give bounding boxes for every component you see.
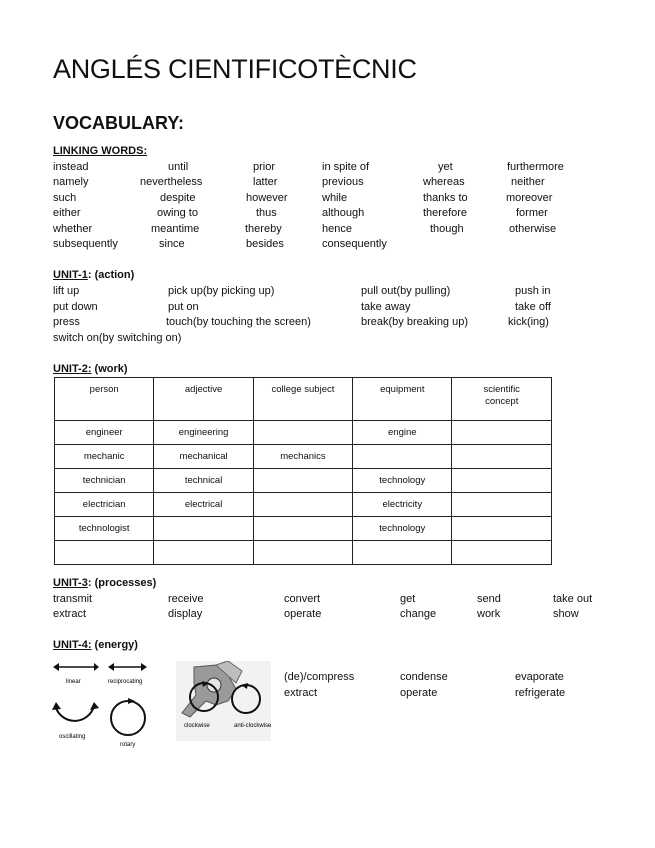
table-cell bbox=[452, 517, 552, 541]
list-item: kick(ing) bbox=[508, 316, 549, 328]
list-item: despite bbox=[160, 192, 196, 204]
list-item: operate bbox=[284, 608, 322, 620]
list-item: whereas bbox=[423, 176, 465, 188]
list-item: display bbox=[168, 608, 203, 620]
list-item: take out bbox=[553, 593, 593, 605]
list-item: put on bbox=[168, 301, 199, 313]
unit3-heading: UNIT-3: (processes) bbox=[53, 577, 157, 589]
table-cell: technology bbox=[353, 469, 452, 493]
table-cell: engineering bbox=[154, 421, 253, 445]
list-item: instead bbox=[53, 161, 89, 173]
table-cell bbox=[253, 517, 352, 541]
list-item: operate bbox=[400, 687, 438, 699]
table-cell: mechanic bbox=[55, 445, 154, 469]
list-item: condense bbox=[400, 671, 448, 683]
list-item: subsequently bbox=[53, 238, 118, 250]
list-item: press bbox=[53, 316, 80, 328]
list-item: therefore bbox=[423, 207, 468, 219]
list-item: lift up bbox=[53, 285, 80, 297]
rotary-circle-icon bbox=[111, 698, 145, 735]
list-item: touch(by touching the screen) bbox=[166, 316, 311, 328]
table-cell: electrician bbox=[55, 493, 154, 517]
table-cell: mechanics bbox=[253, 445, 352, 469]
table-cell: technician bbox=[55, 469, 154, 493]
list-item: in spite of bbox=[322, 161, 370, 173]
table-cell bbox=[452, 493, 552, 517]
table-cell bbox=[253, 541, 352, 565]
table-cell bbox=[452, 421, 552, 445]
list-item: break(by breaking up) bbox=[361, 316, 469, 328]
oscillating-label: oscillating bbox=[59, 734, 86, 740]
list-item: meantime bbox=[151, 223, 200, 235]
table-cell: technology bbox=[353, 517, 452, 541]
list-item: such bbox=[53, 192, 77, 204]
table-cell bbox=[55, 541, 154, 565]
table-row bbox=[55, 517, 552, 541]
list-item: until bbox=[168, 161, 189, 173]
list-item: either bbox=[53, 207, 81, 219]
table-cell bbox=[253, 469, 352, 493]
list-item: evaporate bbox=[515, 671, 564, 683]
work-table bbox=[54, 377, 552, 565]
list-item: convert bbox=[284, 593, 321, 605]
list-item: send bbox=[477, 593, 501, 605]
list-item: while bbox=[322, 192, 348, 204]
list-item: otherwise bbox=[509, 223, 557, 235]
list-item: receive bbox=[168, 593, 204, 605]
motion-types-diagram bbox=[50, 658, 150, 753]
table-cell: engineer bbox=[55, 421, 154, 445]
column-header: college subject bbox=[253, 378, 352, 421]
table-cell bbox=[154, 517, 253, 541]
vocabulary-heading: VOCABULARY: bbox=[53, 113, 184, 133]
column-header: scientific concept bbox=[452, 378, 552, 421]
reciprocating-arrow-icon bbox=[108, 663, 147, 671]
column-header: equipment bbox=[353, 378, 452, 421]
list-item: however bbox=[246, 192, 288, 204]
table-cell: mechanical bbox=[154, 445, 253, 469]
rotary-label: rotary bbox=[120, 742, 136, 748]
list-item: push in bbox=[515, 285, 551, 297]
table-cell bbox=[253, 493, 352, 517]
table-row bbox=[55, 541, 552, 565]
list-item: nevertheless bbox=[140, 176, 203, 188]
list-item: take off bbox=[515, 301, 551, 313]
table-cell: technologist bbox=[55, 517, 154, 541]
table-cell bbox=[353, 541, 452, 565]
table-cell: technical bbox=[154, 469, 253, 493]
linear-label: linear bbox=[66, 679, 81, 685]
unit2-heading: UNIT-2: (work) bbox=[53, 363, 128, 375]
list-item: namely bbox=[53, 176, 89, 188]
list-item: refrigerate bbox=[515, 687, 566, 699]
anticlockwise-label: anti-clockwise bbox=[234, 723, 271, 729]
list-item: although bbox=[322, 207, 365, 219]
unit1-heading: UNIT-1: (action) bbox=[53, 269, 135, 281]
reciprocating-label: reciprocating bbox=[108, 679, 143, 685]
table-cell bbox=[452, 469, 552, 493]
list-item: owing to bbox=[157, 207, 198, 219]
list-item: consequently bbox=[322, 238, 387, 250]
list-item: extract bbox=[284, 687, 318, 699]
list-item: thus bbox=[256, 207, 277, 219]
oscillating-arc-icon bbox=[52, 702, 99, 721]
column-header: adjective bbox=[154, 378, 253, 421]
table-row bbox=[55, 493, 552, 517]
list-item: get bbox=[400, 593, 416, 605]
table-cell: engine bbox=[353, 421, 452, 445]
table-cell bbox=[353, 445, 452, 469]
table-cell: electrical bbox=[154, 493, 253, 517]
table-header-row bbox=[55, 378, 552, 421]
table-row bbox=[55, 421, 552, 445]
list-item: since bbox=[159, 238, 185, 250]
list-item: thanks to bbox=[423, 192, 468, 204]
list-item: change bbox=[400, 608, 437, 620]
table-row bbox=[55, 445, 552, 469]
list-item: former bbox=[516, 207, 548, 219]
list-item: yet bbox=[438, 161, 453, 173]
list-item: (de)/compress bbox=[284, 671, 355, 683]
list-item: take away bbox=[361, 301, 411, 313]
list-item: besides bbox=[246, 238, 284, 250]
linear-arrow-icon bbox=[53, 663, 99, 671]
table-cell bbox=[452, 541, 552, 565]
table-cell bbox=[154, 541, 253, 565]
linking-words-heading: LINKING WORDS: bbox=[53, 145, 148, 157]
list-item: show bbox=[553, 608, 579, 620]
page-title: ANGLÉS CIENTIFICOTÈCNIC bbox=[53, 54, 417, 84]
list-item: extract bbox=[53, 608, 87, 620]
list-item: pick up(by picking up) bbox=[168, 285, 275, 297]
table-row bbox=[55, 469, 552, 493]
list-item: put down bbox=[53, 301, 98, 313]
wrench-rotation-diagram bbox=[176, 661, 271, 741]
list-item: thereby bbox=[245, 223, 282, 235]
list-item: latter bbox=[253, 176, 278, 188]
column-header: person bbox=[55, 378, 154, 421]
list-item: transmit bbox=[53, 593, 93, 605]
list-item: furthermore bbox=[507, 161, 564, 173]
list-item: hence bbox=[322, 223, 352, 235]
list-item: neither bbox=[511, 176, 545, 188]
list-item: previous bbox=[322, 176, 364, 188]
table-cell bbox=[253, 421, 352, 445]
list-item: pull out(by pulling) bbox=[361, 285, 451, 297]
list-item: whether bbox=[53, 223, 93, 235]
list-item: work bbox=[477, 608, 501, 620]
clockwise-label: clockwise bbox=[184, 723, 210, 729]
list-item: prior bbox=[253, 161, 276, 173]
table-cell: electricity bbox=[353, 493, 452, 517]
list-item: switch on(by switching on) bbox=[53, 332, 182, 344]
table-cell bbox=[452, 445, 552, 469]
unit4-heading: UNIT-4: (energy) bbox=[53, 639, 138, 651]
list-item: though bbox=[430, 223, 464, 235]
list-item: moreover bbox=[506, 192, 553, 204]
